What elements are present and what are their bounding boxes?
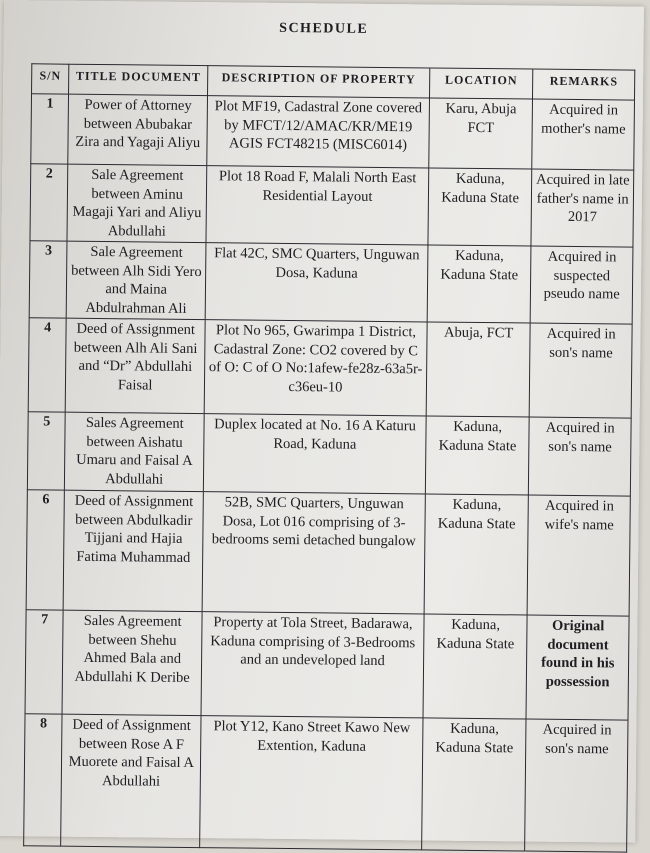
- table-row: [25, 610, 629, 720]
- cell-title: Deed of Assignment between Abdulkadir Tijjani and Hajia Fatima Muhammad: [63, 490, 203, 611]
- cell-description: Plot Y12, Kano Street Kawo New Extention, Kaduna: [200, 716, 423, 850]
- table-row: [24, 714, 628, 852]
- cell-title: Deed of Assignment between Rose A F Muorete and Faisal A Abdullahi: [61, 714, 201, 847]
- cell-sn: 5: [27, 412, 65, 490]
- cell-description: Plot 18 Road F, Malali North East Residential Layout: [206, 166, 429, 245]
- cell-remarks: Acquired in wife's name: [528, 495, 631, 616]
- cell-title: Sale Agreement between Aminu Magaji Yari and Aliyu Abdullahi: [67, 164, 207, 242]
- cell-location: Kaduna, Kaduna State: [425, 416, 529, 495]
- header-remarks: REMARKS: [533, 69, 635, 100]
- table-row: [31, 94, 635, 170]
- cell-location: Kaduna, Kaduna State: [424, 494, 529, 615]
- cell-description: 52B, SMC Quarters, Unguwan Dosa, Lot 016 comprising of 3-bedrooms semi detached bungalow: [202, 492, 425, 614]
- schedule-table: [23, 63, 635, 852]
- cell-remarks: Acquired in suspected pseudo name: [531, 246, 633, 324]
- cell-title: Sale Agreement between Alh Sidi Yero and Maina Abdulrahman Ali: [66, 241, 206, 319]
- cell-description: Duplex located at No. 16 A Katuru Road, Kaduna: [203, 414, 426, 494]
- cell-sn: 6: [26, 490, 65, 610]
- table-row: [28, 318, 632, 418]
- cell-remarks: Acquired in mother's name: [532, 99, 634, 170]
- cell-location: Abuja, FCT: [426, 322, 531, 417]
- header-sn: S/N: [32, 64, 70, 94]
- table-row: [30, 164, 634, 247]
- header-title-document: TITLE DOCUMENT: [69, 64, 208, 95]
- cell-title: Sales Agreement between Shehu Ahmed Bala and Abdullahi K Deribe: [62, 610, 202, 715]
- cell-sn: 4: [28, 318, 66, 412]
- cell-description: Property at Tola Street, Badarawa, Kaduna comprising of 3-Bedrooms and an undeveloped land: [201, 612, 424, 718]
- cell-description: Plot MF19, Cadastral Zone covered by MFCT/12/AMAC/KR/ME19 AGIS FCT48215 (MISC6014): [207, 96, 429, 168]
- header-description: DESCRIPTION OF PROPERTY: [208, 66, 430, 98]
- cell-description: Plot No 965, Gwarimpa 1 District, Cadastral Zone: CO2 covered by C of O: C of O No:1afew-fe28z-63a5r-c36eu-10: [204, 320, 427, 416]
- cell-title: Sales Agreement between Aishatu Umaru and Faisal A Abdullahi: [65, 412, 205, 491]
- cell-remarks: Acquired in late father's name in 2017: [531, 169, 633, 247]
- cell-sn: 8: [24, 714, 63, 846]
- cell-sn: 3: [29, 241, 67, 318]
- cell-location: Kaduna, Kaduna State: [421, 718, 526, 851]
- cell-description: Flat 42C, SMC Quarters, Unguwan Dosa, Kaduna: [205, 243, 428, 322]
- cell-title: Power of Attorney between Abubakar Zira and Yagaji Aliyu: [68, 94, 208, 165]
- cell-sn: 1: [31, 94, 69, 164]
- schedule-heading: SCHEDULE: [279, 20, 369, 37]
- table-row: [29, 241, 633, 324]
- cell-sn: 7: [25, 610, 63, 714]
- cell-title: Deed of Assignment between Alh Ali Sani and “Dr” Abdullahi Faisal: [65, 318, 205, 413]
- header-location: LOCATION: [429, 68, 533, 99]
- cell-location: Kaduna, Kaduna State: [423, 614, 528, 719]
- cell-remarks: Acquired in son's name: [530, 323, 633, 418]
- cell-remarks: Acquired in son's name: [525, 719, 628, 852]
- cell-location: Kaduna, Kaduna State: [428, 168, 532, 246]
- cell-location: Karu, Abuja FCT: [429, 98, 533, 169]
- table-row: [27, 412, 631, 496]
- cell-remarks: Original document found in his possession: [526, 615, 629, 720]
- cell-location: Kaduna, Kaduna State: [427, 245, 531, 323]
- cell-sn: 2: [30, 164, 68, 241]
- table-row: [26, 490, 630, 616]
- cell-remarks: Acquired in son's name: [529, 417, 631, 496]
